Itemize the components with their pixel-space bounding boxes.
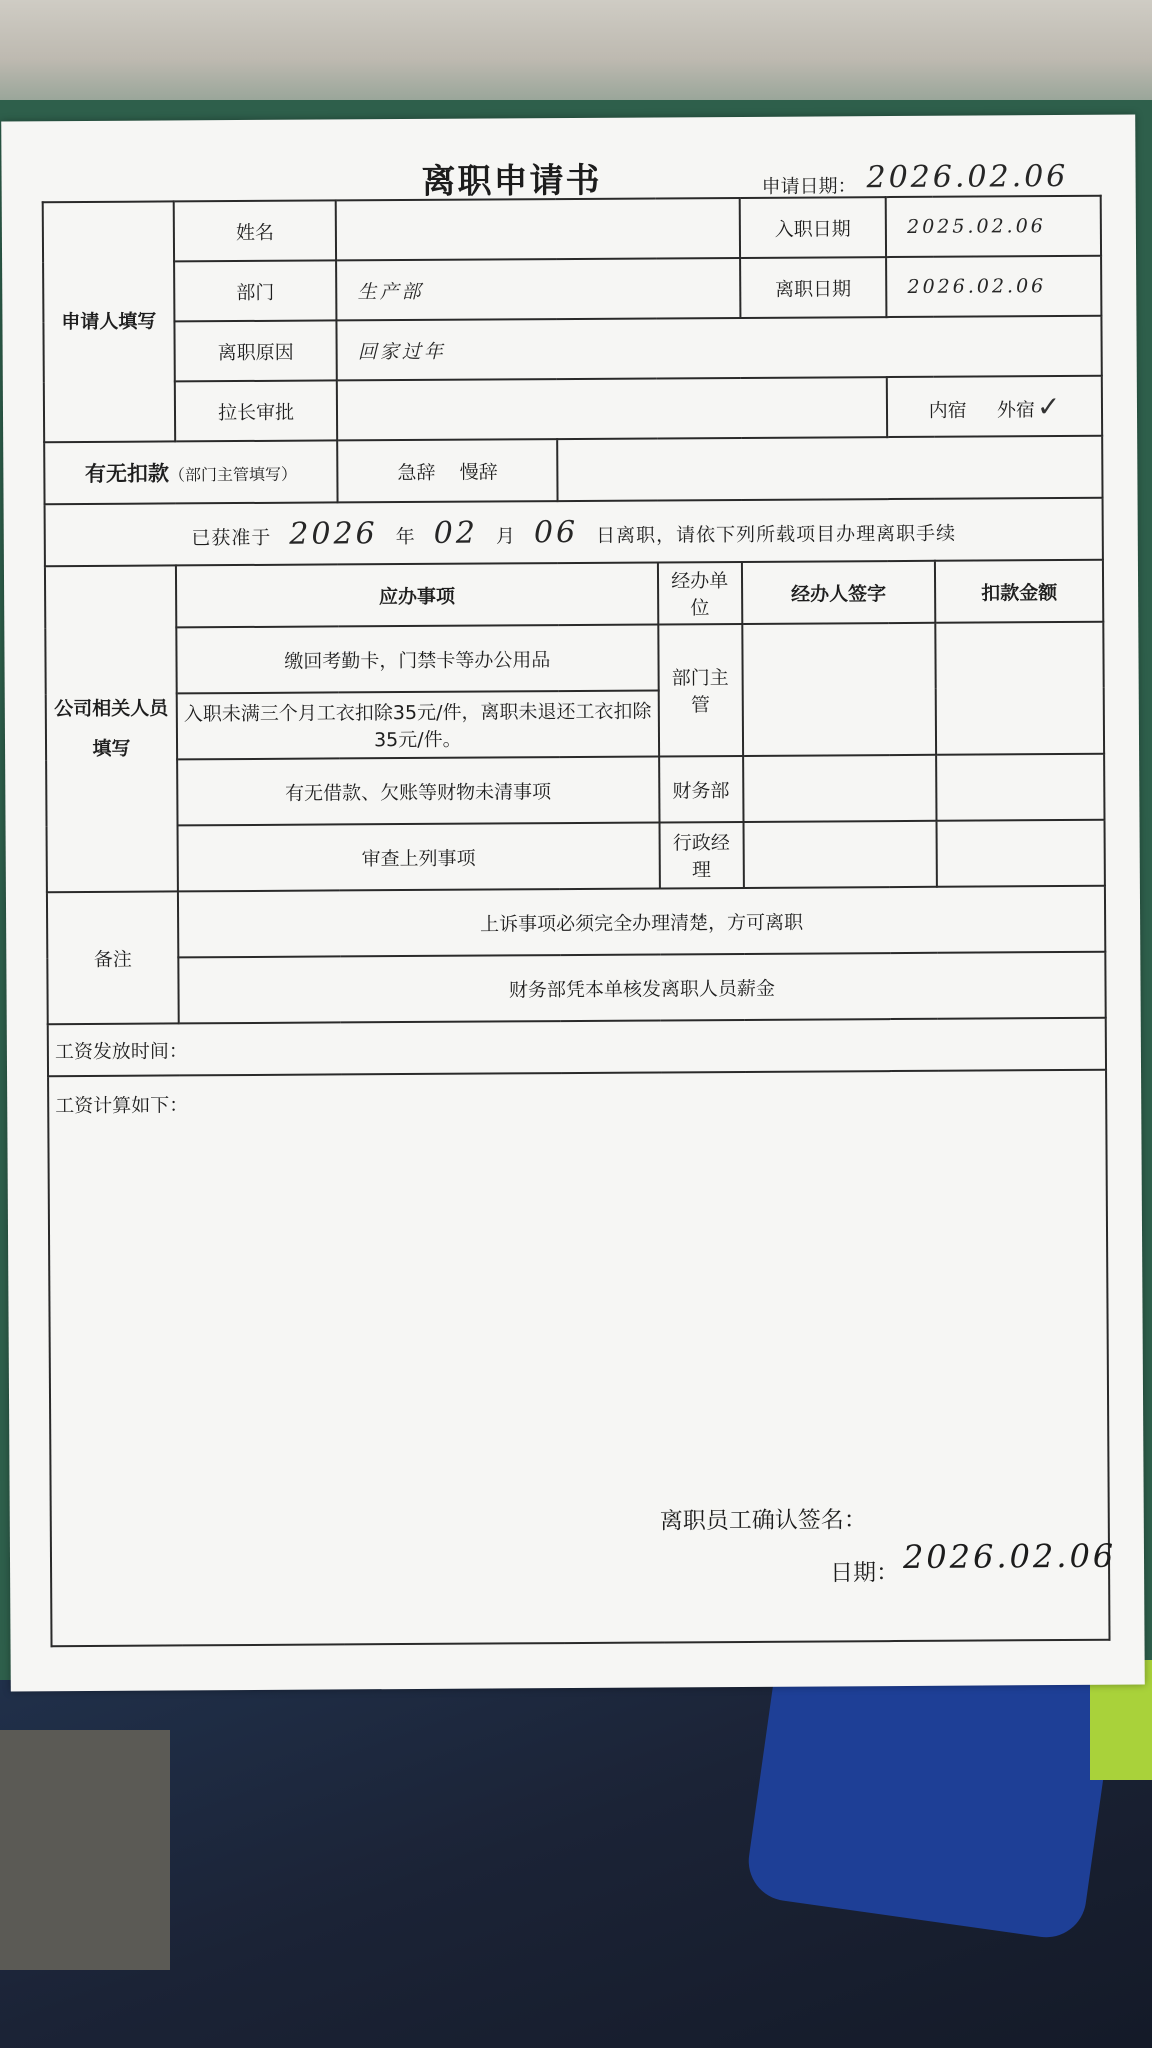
resign-type-cell bbox=[337, 439, 557, 502]
approval-year-unit: 年 bbox=[395, 525, 416, 548]
wage-time-label: 工资发放时间： bbox=[54, 1039, 188, 1063]
stay-inner-option[interactable]: 内宿 bbox=[928, 399, 967, 422]
checkmark-icon: ✓ bbox=[1036, 389, 1061, 423]
remarks-line-1: 上诉事项必须完全办理清楚，方可离职 bbox=[178, 886, 1105, 958]
leader-approval-field[interactable] bbox=[337, 377, 887, 440]
wage-time-field[interactable] bbox=[48, 1018, 1106, 1076]
leader-approval-label: 拉长审批 bbox=[175, 380, 338, 441]
header-item: 应办事项 bbox=[176, 562, 658, 627]
company-section-label: 公司相关人员填写 bbox=[45, 565, 178, 892]
hire-date-field[interactable]: 2025.02.06 bbox=[886, 196, 1101, 257]
approval-suffix: 日离职，请依下列所载项目办理离职手续 bbox=[596, 522, 957, 547]
approval-prefix: 已获准于 bbox=[191, 526, 272, 549]
deduction-note: （部门主管填写） bbox=[168, 464, 298, 485]
leave-date-field[interactable]: 2026.02.06 bbox=[886, 256, 1101, 317]
task-row-1: 缴回考勤卡，门禁卡等办公用品 bbox=[176, 624, 658, 693]
remarks-label: 备注 bbox=[47, 891, 179, 1024]
deduction-field[interactable] bbox=[557, 436, 1102, 501]
unit-dept-manager: 部门主管 bbox=[658, 624, 743, 757]
amount-field-2[interactable] bbox=[936, 754, 1104, 821]
slow-resign-option[interactable]: 慢辞 bbox=[459, 460, 498, 484]
background-box bbox=[0, 1730, 170, 1970]
leave-date-label: 离职日期 bbox=[740, 257, 887, 318]
signer-field-2[interactable] bbox=[743, 755, 937, 822]
sign-date-value: 2026.02.06 bbox=[902, 1536, 1117, 1576]
signer-field-3[interactable] bbox=[743, 821, 937, 888]
name-field[interactable] bbox=[336, 198, 740, 260]
task-row-2: 入职未满三个月工衣扣除35元/件，离职未退还工衣扣除35元/件。 bbox=[177, 690, 659, 759]
remarks-line-2: 财务部凭本单核发离职人员薪金 bbox=[178, 952, 1105, 1024]
task-row-3: 有无借款、欠账等财物未清事项 bbox=[177, 756, 659, 825]
reason-label: 离职原因 bbox=[174, 320, 337, 381]
background-wall bbox=[0, 0, 1152, 100]
signer-field-1[interactable] bbox=[742, 623, 937, 756]
approval-year: 2026 bbox=[289, 515, 378, 552]
deduction-label: 有无扣款 bbox=[84, 461, 170, 486]
resignation-form-paper bbox=[1, 115, 1145, 1692]
wage-calc-label: 工资计算如下： bbox=[55, 1094, 189, 1118]
hire-date-label: 入职日期 bbox=[739, 197, 886, 258]
apply-date-label: 申请日期： bbox=[761, 175, 857, 198]
name-label: 姓名 bbox=[174, 200, 337, 261]
form-title: 离职申请书 bbox=[421, 160, 602, 202]
approval-day: 06 bbox=[533, 514, 579, 550]
header-deduction-amount: 扣款金额 bbox=[935, 560, 1103, 623]
header-unit: 经办单位 bbox=[658, 562, 742, 625]
header-signer: 经办人签字 bbox=[741, 561, 935, 624]
dept-field[interactable]: 生产部 bbox=[336, 258, 740, 320]
confirm-signature-label: 离职员工确认签名： bbox=[659, 1507, 867, 1535]
deduction-label-cell bbox=[44, 440, 338, 504]
amount-field-3[interactable] bbox=[937, 820, 1105, 887]
reason-field[interactable]: 回家过年 bbox=[337, 316, 1102, 381]
apply-date-value: 2026.02.06 bbox=[866, 158, 1069, 196]
unit-finance: 财务部 bbox=[659, 756, 743, 823]
approval-month: 02 bbox=[433, 515, 479, 551]
resignation-form-table bbox=[42, 195, 1111, 1647]
dept-label: 部门 bbox=[174, 260, 337, 321]
sign-date-label: 日期： bbox=[830, 1560, 900, 1587]
task-row-4: 审查上列事项 bbox=[177, 822, 659, 891]
urgent-resign-option[interactable]: 急辞 bbox=[397, 461, 436, 484]
applicant-section-label: 申请人填写 bbox=[43, 201, 175, 442]
stay-outer-option[interactable]: 外宿 bbox=[996, 398, 1036, 421]
approval-month-unit: 月 bbox=[495, 524, 517, 547]
approval-statement bbox=[45, 498, 1103, 566]
amount-field-1[interactable] bbox=[936, 622, 1104, 755]
unit-admin-manager: 行政经理 bbox=[659, 822, 743, 889]
stay-type-cell bbox=[887, 376, 1102, 437]
